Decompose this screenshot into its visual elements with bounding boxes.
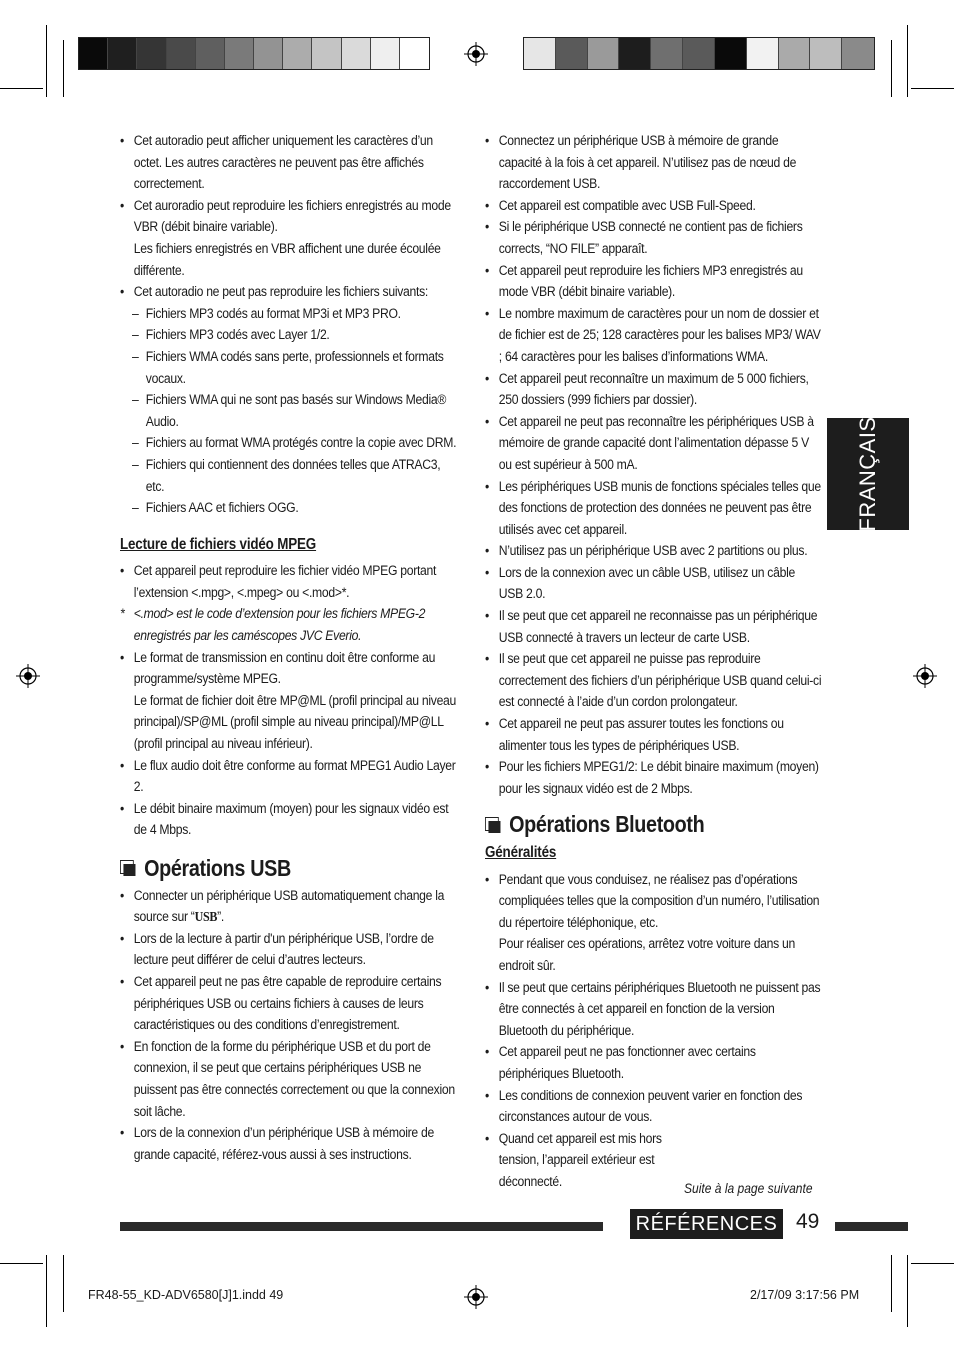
left-column xyxy=(120,131,457,1166)
crop-mark xyxy=(907,1255,908,1327)
color-swatch xyxy=(588,38,620,69)
color-bar-right xyxy=(523,37,875,70)
list-item: – Fichiers WMA qui ne sont pas basés sur Windows Media® Audio. xyxy=(132,390,457,433)
usb-section-heading: Opérations USB xyxy=(120,858,457,880)
crop-mark xyxy=(891,1255,892,1312)
color-swatch xyxy=(342,38,371,69)
crop-mark xyxy=(911,1263,954,1264)
language-label: FRANÇAIS xyxy=(855,416,880,532)
list-item: • Connectez un périphérique USB à mémoire de grande capacité à la fois à cet appareil. N’utilisez pas de nœud de raccordement USB. xyxy=(485,131,822,196)
registration-target-icon xyxy=(464,42,488,66)
color-swatch xyxy=(108,38,137,69)
section-marker-icon xyxy=(485,817,501,834)
list-item: • Lors de la lecture à partir d'un périphérique USB, l’ordre de lecture peut différer de celui d’autres lecteurs. xyxy=(120,929,457,972)
color-bar-left xyxy=(78,37,430,70)
list-item: • Le format de transmission en continu doit être conforme au programme/système MPEG. Le format de fichier doit être MP@ML (profil principal au niveau principal)/SP@ML (profil simple au niveau principal)/MP@LL (profil principal au niveau inférieur). xyxy=(120,648,457,756)
list-item: • Pour les fichiers MPEG1/2: Le débit binaire maximum (moyen) pour les signaux vidéo est de 2 Mbps. xyxy=(485,757,822,800)
list-item: • Cet appareil peut ne pas fonctionner avec certains périphériques Bluetooth. xyxy=(485,1042,822,1085)
color-swatch xyxy=(79,38,108,69)
list-item: • Il se peut que cet appareil ne reconnaisse pas un périphérique USB connecté à travers un lecteur de carte USB. xyxy=(485,606,822,649)
color-swatch xyxy=(651,38,683,69)
list-item: • Les conditions de connexion peuvent varier en fonction des circonstances autour de vous. xyxy=(485,1086,822,1129)
list-item: – Fichiers qui contiennent des données telles que ATRAC3, etc. xyxy=(132,455,457,498)
color-swatch xyxy=(254,38,283,69)
language-tab xyxy=(827,418,909,530)
registration-target-icon xyxy=(464,1285,488,1309)
print-file-info: FR48-55_KD-ADV6580[J]1.indd 49 xyxy=(88,1288,284,1302)
list-item: • Cet appareil peut reproduire les fichiers MP3 enregistrés au mode VBR (débit binaire variable). xyxy=(485,261,822,304)
general-heading: Généralités xyxy=(485,844,557,861)
list-item: • Cet appareil peut ne pas être capable de reproduire certains périphériques USB ou certains fichiers à causes de leurs caractéristiques ou des conditions d’enregistrement. xyxy=(120,972,457,1037)
list-item: – Fichiers MP3 codés avec Layer 1/2. xyxy=(132,325,457,347)
color-swatch xyxy=(371,38,400,69)
list-item: • Le débit binaire maximum (moyen) pour les signaux vidéo est de 4 Mbps. xyxy=(120,799,457,842)
list-item: • Cet appareil est compatible avec USB Full-Speed. xyxy=(485,196,822,218)
list-item: • Les périphériques USB munis de fonctions spéciales telles que des fonctions de protection des données ne peuvent pas être utilisés avec cet appareil. xyxy=(485,477,822,542)
registration-target-icon xyxy=(16,664,40,688)
color-swatch xyxy=(779,38,811,69)
crop-mark xyxy=(46,1255,47,1327)
registration-target-icon xyxy=(913,664,937,688)
crop-mark xyxy=(0,1263,43,1264)
color-swatch xyxy=(715,38,747,69)
list-item: • Le flux audio doit être conforme au format MPEG1 Audio Layer 2. xyxy=(120,756,457,799)
list-item: • Cet autoradio ne peut pas reproduire les fichiers suivants: – Fichiers MP3 codés au format MP3i et MP3 PRO. – Fichiers MP3 codés avec Layer 1/2. – Fichiers WMA codés sans perte, professionnels et formats vocaux. – Fichiers WMA qui ne sont pas basés sur Windows Media® Audio. – Fichiers au format WMA protégés contre la copie avec DRM. – Fichiers qui contiennent des données telles que ATRAC3, etc. – Fichiers AAC et fichiers OGG. xyxy=(120,282,457,520)
crop-mark xyxy=(911,88,954,89)
color-swatch xyxy=(747,38,779,69)
list-item: • En fonction de la forme du périphérique USB et du port de connexion, il se peut que certains périphériques USB ne puissent pas être connectés correctement ou que la connexion soit lâche. xyxy=(120,1037,457,1123)
footer-rule xyxy=(835,1222,908,1231)
crop-mark xyxy=(0,88,43,89)
color-swatch xyxy=(225,38,254,69)
list-item: • Cet auroradio peut reproduire les fichiers enregistrés au mode VBR (débit binaire variable). Les fichiers enregistrés en VBR affichent une durée écoulée différente. xyxy=(120,196,457,282)
list-item: – Fichiers AAC et fichiers OGG. xyxy=(132,498,457,520)
crop-mark xyxy=(907,25,908,97)
list-item: • Cet appareil ne peut pas reconnaître les périphériques USB à mémoire de grande capacité dont l’alimentation dépasse 5 V ou est supérieur à 500 mA. xyxy=(485,412,822,477)
list-item: • Lors de la connexion avec un câble USB, utilisez un câble USB 2.0. xyxy=(485,563,822,606)
color-swatch xyxy=(283,38,312,69)
mpeg-list xyxy=(120,561,457,842)
color-swatch xyxy=(137,38,166,69)
usb-notes-list xyxy=(485,131,822,800)
list-item: • Connecter un périphérique USB automatiquement change la source sur “USB”. xyxy=(120,886,457,929)
format-notes-list xyxy=(120,131,457,520)
bluetooth-list xyxy=(485,870,822,1194)
color-swatch xyxy=(167,38,196,69)
section-marker-icon xyxy=(120,860,136,877)
list-item: • Pendant que vous conduisez, ne réalisez pas d’opérations compliquées telles que la composition d’un numéro, l’utilisation du répertoire téléphonique, etc. Pour réaliser ces opérations, arrêtez votre voiture dans un endroit sûr. xyxy=(485,870,822,978)
list-item: • Cet appareil peut reconnaître un maximum de 5 000 fichiers, 250 dossiers (999 fichiers par dossier). xyxy=(485,369,822,412)
color-swatch xyxy=(524,38,556,69)
list-item: – Fichiers au format WMA protégés contre la copie avec DRM. xyxy=(132,433,457,455)
print-date-info: 2/17/09 3:17:56 PM xyxy=(750,1288,860,1302)
mpeg-heading: Lecture de fichiers vidéo MPEG xyxy=(120,535,317,553)
color-swatch xyxy=(312,38,341,69)
unsupported-files-list xyxy=(132,304,457,520)
list-item: • Le nombre maximum de caractères pour un nom de dossier et de fichier est de 25; 128 caractères pour les balises MP3/ WAV ; 64 caractères pour les balises d’informations WMA. xyxy=(485,304,822,369)
color-swatch xyxy=(400,38,429,69)
list-item: • Si le périphérique USB connecté ne contient pas de fichiers corrects, “NO FILE” apparaît. xyxy=(485,217,822,260)
footer-rule xyxy=(120,1222,603,1231)
color-swatch xyxy=(556,38,588,69)
list-item: • Cet autoradio peut afficher uniquement les caractères d’un octet. Les autres caractères ne peuvent pas être affichés correctement. xyxy=(120,131,457,196)
list-item: • Il se peut que cet appareil ne puisse pas reproduire correctement des fichiers d’un périphérique USB quand celui-ci est connecté à l’aide d’un cordon prolongateur. xyxy=(485,649,822,714)
color-swatch xyxy=(619,38,651,69)
usb-list xyxy=(120,886,457,1167)
crop-mark xyxy=(46,25,47,97)
crop-mark xyxy=(891,40,892,97)
color-swatch xyxy=(842,38,874,69)
list-item: • Cet appareil peut reproduire les fichier vidéo MPEG portant l’extension <.mpg>, <.mpeg> ou <.mod>*. xyxy=(120,561,457,604)
list-item: – Fichiers MP3 codés au format MP3i et MP3 PRO. xyxy=(132,304,457,326)
footnote: * <.mod> est le code d’extension pour les fichiers MPEG-2 enregistrés par les caméscopes JVC Everio. xyxy=(120,604,457,647)
right-column xyxy=(485,131,822,1194)
list-item: • Lors de la connexion d’un périphérique USB à mémoire de grande capacité, référez-vous aussi à ses instructions. xyxy=(120,1123,457,1166)
page-number: 49 xyxy=(796,1210,820,1233)
list-item: – Fichiers WMA codés sans perte, professionnels et formats vocaux. xyxy=(132,347,457,390)
usb-source-label: USB xyxy=(194,910,218,926)
continued-note: Suite à la page suivante xyxy=(684,1180,813,1196)
crop-mark xyxy=(63,1255,64,1312)
color-swatch xyxy=(810,38,842,69)
list-item: • Cet appareil ne peut pas assurer toutes les fonctions ou alimenter tous les types de périphériques USB. xyxy=(485,714,822,757)
list-item: • Il se peut que certains périphériques Bluetooth ne puissent pas être connectés à cet appareil en fonction de la version Bluetooth du périphérique. xyxy=(485,978,822,1043)
color-swatch xyxy=(683,38,715,69)
crop-mark xyxy=(63,40,64,97)
list-item: • N’utilisez pas un périphérique USB avec 2 partitions ou plus. xyxy=(485,541,822,563)
list-item: • Quand cet appareil est mis hors tension, l’appareil extérieur est déconnecté. xyxy=(485,1129,822,1194)
color-swatch xyxy=(196,38,225,69)
bluetooth-section-heading: Opérations Bluetooth xyxy=(485,814,822,836)
section-label: RÉFÉRENCES xyxy=(630,1209,783,1239)
